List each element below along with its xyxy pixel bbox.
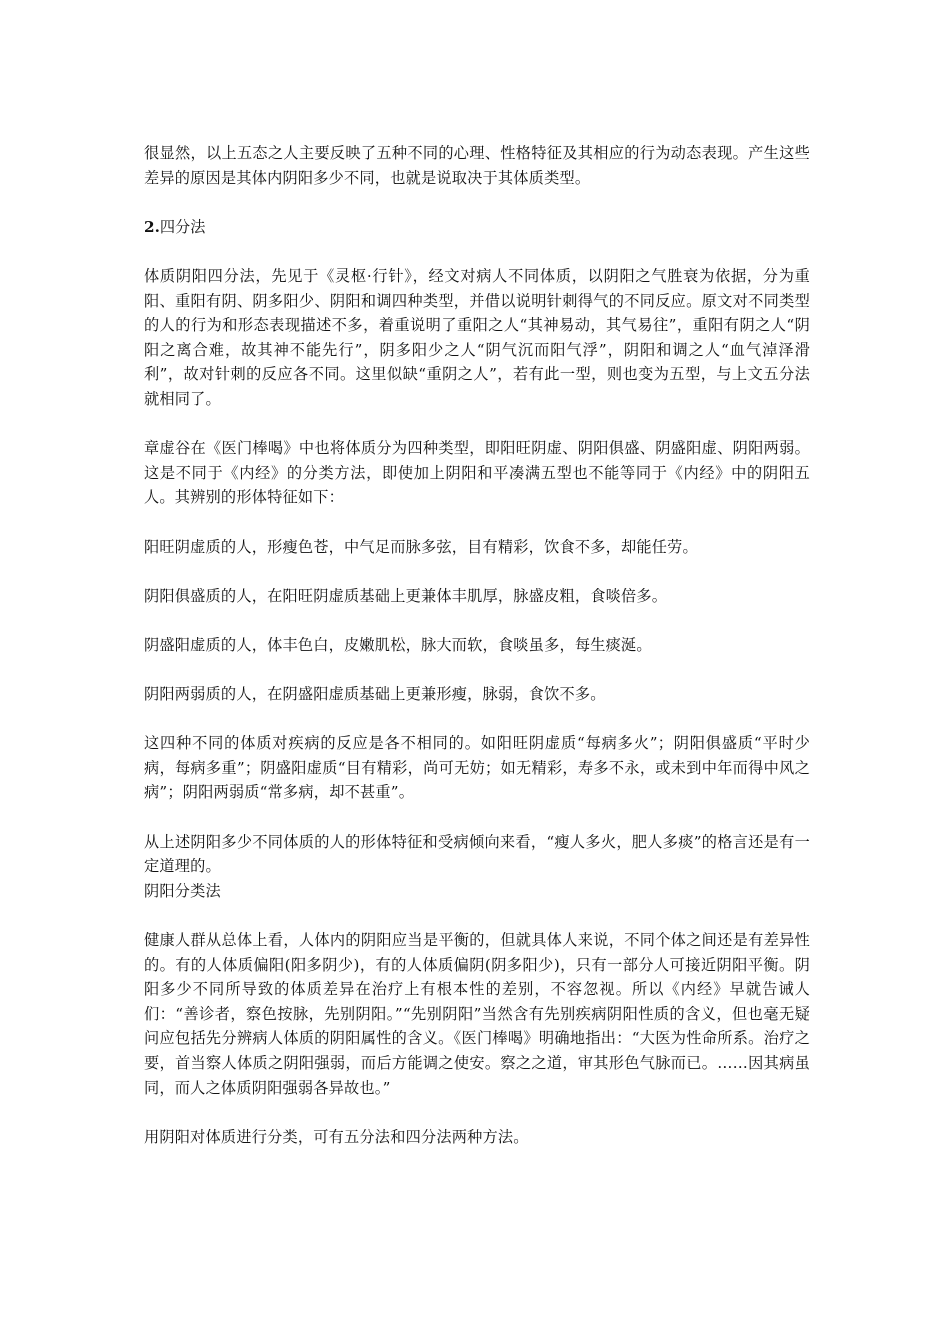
spacer xyxy=(144,608,810,633)
paragraph-yang-excess-type: 阳旺阴虚质的人，形瘦色苍，中气足而脉多弦，目有精彩，饮食不多，却能任劳。 xyxy=(144,537,698,556)
spacer xyxy=(144,903,810,928)
section-number: 2. xyxy=(144,217,160,236)
spacer xyxy=(144,412,810,437)
spacer xyxy=(144,559,810,584)
paragraph-disease-response: 这四种不同的体质对疾病的反应是各不相同的。如阳旺阴虚质“每病多火”；阴阳俱盛质“平时少病，每病多重”；阴盛阳虚质“目有精彩，尚可无妨；如无精彩，寿多不永，或未到中年而得中风之病”；阴阳两弱质“常多病，却不甚重”。 xyxy=(144,734,810,802)
paragraph-yin-excess-type: 阴盛阳虚质的人，体丰色白，皮嫩肌松，脉大而软，食啖虽多，每生痰涎。 xyxy=(144,635,652,654)
paragraph-zhang-xugu: 章虚谷在《医门棒喝》中也将体质分为四种类型，即阳旺阴虚、阴阳俱盛、阴盛阳虚、阴阳两弱。这是不同于《内经》的分类方法，即使加上阴阳和平凑满五型也不能等同于《内经》中的阴阳五人。其辨别的形体特征如下： xyxy=(144,439,810,507)
paragraph-four-division-origin: 体质阴阳四分法，先见于《灵枢·行针》，经文对病人不同体质，以阴阳之气胜衰为依据，分为重阳、重阳有阴、阴多阳少、阴阳和调四种类型，并借以说明针刺得气的不同反应。原文对不同类型的人的行为和形态表现描述不多，着重说明了重阳之人“其神易动，其气易往”，重阳有阴之人“阴阳之离合难，故其神不能先行”，阴多阳少之人“阴气沉而阳气浮”，阴阳和调之人“血气淖泽滑利”，故对针刺的反应各不同。这里似缺“重阴之人”，若有此一型，则也变为五型，与上文五分法就相同了。 xyxy=(144,266,810,408)
document-body xyxy=(144,141,810,1149)
spacer xyxy=(144,707,810,732)
paragraph-classification-methods: 用阴阳对体质进行分类，可有五分法和四分法两种方法。 xyxy=(144,1127,529,1146)
paragraph-proverb: 从上述阴阳多少不同体质的人的形体特征和受病倾向来看，“瘦人多火，肥人多痰”的格言还是有一定道理的。 xyxy=(144,832,810,876)
section-heading xyxy=(144,215,810,240)
paragraph-both-excess-type: 阴阳俱盛质的人，在阳旺阴虚质基础上更兼体丰肌厚，脉盛皮粗，食啖倍多。 xyxy=(144,586,668,605)
section-title: 四分法 xyxy=(159,217,206,236)
paragraph-five-types-summary: 很显然，以上五态之人主要反映了五种不同的心理、性格特征及其相应的行为动态表现。产生这些差异的原因是其体内阴阳多少不同，也就是说取决于其体质类型。 xyxy=(144,144,810,187)
spacer xyxy=(144,510,810,535)
paragraph-both-weak-type: 阴阳两弱质的人，在阴盛阳虚质基础上更兼形瘦，脉弱，食饮不多。 xyxy=(144,685,606,704)
spacer xyxy=(144,190,810,215)
paragraph-healthy-population: 健康人群从总体上看，人体内的阴阳应当是平衡的，但就具体人来说，不同个体之间还是有差异性的。有的人体质偏阳(阳多阴少)，有的人体质偏阴(阴多阳少)，只有一部分人可接近阴阳平衡。阴阳多少不同所导致的体质差异在治疗上有根本性的差别，不容忽视。所以《内经》早就告诫人们：“善诊者，察色按脉，先别阴阳。”“先别阴阳”当然含有先别疾病阴阳性质的含义，但也毫无疑问应包括先分辨病人体质的阴阳属性的含义。《医门棒喝》明确地指出：“大医为性命所系。治疗之要，首当察人体质之阴阳强弱，而后方能调之使安。察之之道，审其形色气脉而已。……因其病虽同，而人之体质阴阳强弱各异故也。” xyxy=(144,931,810,1097)
spacer xyxy=(144,805,810,830)
spacer xyxy=(144,239,810,264)
spacer xyxy=(144,657,810,682)
subheading-yin-yang-classification: 阴阳分类法 xyxy=(144,881,221,900)
spacer xyxy=(144,1100,810,1125)
